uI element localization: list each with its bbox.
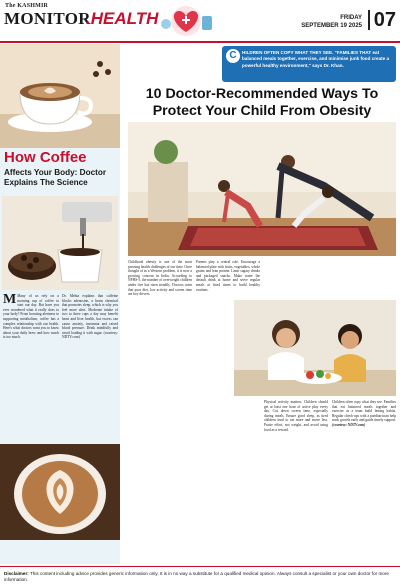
coffee-cup-photo bbox=[0, 44, 120, 148]
coffee-body-column-2 bbox=[62, 294, 118, 340]
quote-drop-letter: C bbox=[226, 49, 240, 63]
drop-cap: M bbox=[3, 292, 17, 307]
masthead-title: MONITOR bbox=[4, 9, 91, 28]
masthead-section: .HEALTH bbox=[86, 9, 159, 28]
family-exercise-photo bbox=[128, 122, 396, 256]
disclaimer-label: Disclaimer: bbox=[4, 571, 29, 576]
coffee-headline: How Coffee bbox=[4, 149, 87, 166]
article-column-4-text: Children often copy what they see. Families that eat balanced meals together and exercise as a team build lasting habits. Regular check-ups with a paediatrician help track growth early and guide timely support. bbox=[332, 400, 396, 423]
health-heart-icon bbox=[156, 4, 216, 38]
coffee-headline-block bbox=[4, 150, 118, 187]
quote-text: HILDREN OFTEN COPY WHAT THEY SEE. "FAMILIES THAT eat balanced meals together, exercise, and minimise junk food create a powerful healthy environment," says Dr. Khan. bbox=[242, 50, 390, 68]
main-headline: 10 Doctor-Recommended Ways To Protect Your Child From Obesity bbox=[145, 86, 379, 119]
masthead bbox=[0, 0, 400, 42]
coffee-body-text-1: Many of us rely on a morning cup of coffee to start our day. But have you ever wondered what it really does to your body? From boosting alertness to supporting metabolism, coffee has a complex relationship with our health. Here's what doctors want you to know about your daily brew and how much is too much. bbox=[3, 294, 59, 340]
masthead-date-text: SEPTEMBER 19 2025 bbox=[301, 23, 362, 29]
article-column-1 bbox=[128, 260, 192, 297]
article-column-2 bbox=[196, 260, 260, 292]
family-meal-photo bbox=[234, 300, 396, 396]
masthead-rule bbox=[0, 41, 400, 43]
article-column-3-text: Physical activity matters. Children should get at least one hour of active play every day. Cut down screen time, especially during meals. Ensure good sleep, as tired children tend to eat more and move less. Praise effort, not weight, and avoid using food as a reward. bbox=[264, 400, 328, 432]
coffee-subheadline: Affects Your Body: Doctor Explains The Science bbox=[4, 168, 107, 187]
article-column-2-text: Parents play a central role. Encourage a balanced plate with fruits, vegetables, whole grains and lean protein. Limit sugary drinks and packaged snacks. Make water the default drink at home and serve regular meals at fixed times to build healthy routines. bbox=[196, 260, 260, 292]
article-column-1-text: Childhood obesity is one of the most pressing health challenges of our time. Once thought of as a Western problem, it is now a growing concern in India. According to NFHS-5, the number of overweight children under five has risen steadily. Doctors warn that poor diet, low activity and screen time are key drivers. bbox=[128, 260, 192, 297]
pull-quote-banner bbox=[222, 46, 396, 82]
disclaimer-text bbox=[4, 571, 396, 583]
coffee-body-column-1 bbox=[3, 294, 59, 340]
article-column-4 bbox=[332, 400, 396, 428]
masthead-pre-title: The KASHMIR bbox=[5, 3, 49, 9]
article-byline: (courtesy: NDTV.com) bbox=[332, 422, 366, 427]
article-column-3 bbox=[264, 400, 328, 432]
coffee-pour-photo bbox=[2, 196, 118, 290]
latte-art-photo bbox=[0, 444, 120, 540]
disclaimer-footer bbox=[0, 566, 400, 586]
disclaimer-body: This content including advice provides generic information only. It is in no way a substitute for a qualified medical opinion. Always consult a specialist or your own doctor for more information. bbox=[4, 571, 389, 582]
masthead-date bbox=[301, 14, 362, 30]
masthead-day: FRIDAY bbox=[340, 15, 362, 21]
coffee-body-text-2: Dr. Mehta explains that caffeine blocks adenosine, a brain chemical that promotes sleep, which is why you feel more alert. Moderate intake of two to three cups a day may benefit heart and liver health, but excess can cause anxiety, insomnia and raised blood pressure. Drink mindfully and avoid loading it with sugar. (courtesy: NDTV.com) bbox=[62, 294, 118, 340]
page-number: 07 bbox=[368, 10, 396, 30]
